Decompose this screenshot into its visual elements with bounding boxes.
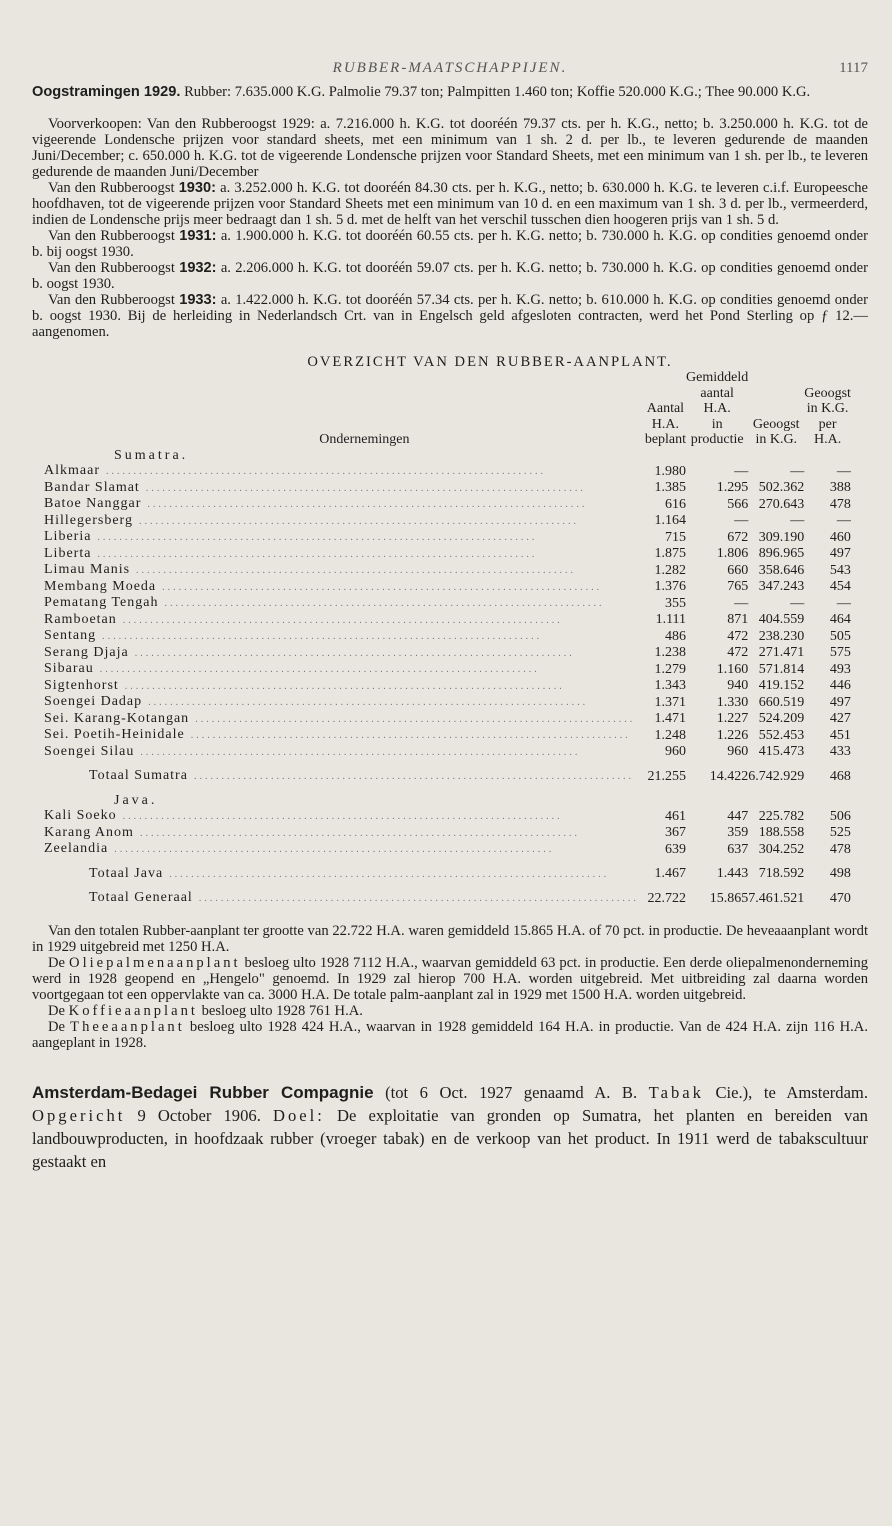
row-label (44, 768, 645, 785)
cell-c2: — (734, 513, 749, 528)
presales-1930 (32, 180, 868, 228)
cell-c2: 871 (727, 612, 749, 627)
leader-dots: ................................................................................ (169, 868, 610, 880)
cell-c3: 896.965 (758, 546, 805, 561)
region-row-java (44, 793, 851, 809)
header-c1-line: Aantal (646, 401, 685, 416)
presales-year: 1933: (179, 292, 217, 308)
cell-name (44, 463, 645, 480)
presales-1933 (32, 292, 868, 340)
table-row (44, 595, 851, 612)
row-label (44, 513, 645, 530)
cell-c4: 575 (829, 645, 851, 660)
enterprise-name: Kali Soeko (44, 808, 117, 823)
cell-c1: 1.238 (654, 645, 687, 660)
cell-c4: 478 (829, 496, 851, 512)
cell-c1: 616 (665, 496, 687, 512)
cell-c4: 446 (829, 678, 851, 693)
cell-c2: 566 (727, 496, 749, 512)
note-text: besloeg ulto 1928 761 H.A. (197, 1002, 363, 1019)
presales-prefix: Van den Rubberoogst (48, 292, 180, 308)
region-label: Sumatra. (114, 447, 189, 463)
cell-c4: 498 (829, 866, 851, 881)
spacer-row (44, 882, 851, 890)
cell-c2: 637 (727, 841, 749, 857)
cell-c4: 493 (829, 661, 851, 677)
enterprise-name: Membang Moeda (44, 578, 157, 594)
enterprise-name: Zeelandia (44, 841, 109, 856)
table-row (44, 562, 851, 579)
header-c4-line: Geoogst (804, 385, 851, 401)
cell-c2: 1.227 (716, 711, 749, 726)
cell-c2: 472 (727, 645, 749, 660)
leader-dots: ................................................................................ (97, 532, 538, 543)
cell-name (44, 694, 645, 711)
cell-c1: 1.980 (654, 463, 687, 479)
enterprise-name: Soengei Dadap (44, 694, 143, 709)
table-row (44, 808, 851, 825)
cell-c2: 1.443 (716, 866, 749, 881)
cell-c1: 1.385 (654, 480, 687, 495)
cell-name (44, 768, 645, 785)
cell-c2: 1.295 (716, 480, 749, 495)
enterprise-name: Sibarau (44, 661, 94, 676)
cell-c4: 427 (829, 711, 851, 726)
cell-c4: 506 (829, 808, 851, 824)
row-label (44, 529, 645, 546)
enterprise-name: Liberta (44, 545, 92, 561)
harvest-estimate (32, 84, 868, 100)
cell-c2: 15.865 (709, 890, 749, 906)
row-label (44, 645, 645, 662)
presales-prefix: Van den Rubberoogst (48, 228, 180, 244)
note-keyword: Oliepalmenaanplant (69, 954, 241, 971)
company-spaced-word: Tabak (648, 1082, 704, 1102)
cell-c1: 1.111 (655, 612, 687, 627)
cell-c1: 486 (665, 628, 687, 644)
presales-1929: Voorverkoopen: Van den Rubberoogst 1929: a. 7.216.000 h. K.G. tot dooréén 79.37 cts. per h. K.G., netto; b. 3.250.000 h. K.G. tot de vigeerende Londensche prijzen voor standard sheets, met een minimum van 1 sh. 2 d. per lb., te leveren gedurende de maanden Juni/December; c. 650.000 h. K.G. tot de vigeerende Londensche prijzen voor Standard Sheets, met een minimum van 1 sh. per lb., te leveren gedurende de maanden Juni/December (32, 116, 868, 180)
cell-c3: 419.152 (758, 678, 805, 693)
row-label (44, 661, 645, 678)
cell-c3: 660.519 (758, 694, 805, 710)
company-purpose-label: Doel: (272, 1105, 325, 1125)
enterprise-name: Batoe Nanggar (44, 496, 142, 511)
header-c3 (748, 370, 804, 448)
leader-dots: ................................................................................ (162, 581, 603, 593)
company-name: Amsterdam-Bedagei Rubber Compagnie (32, 1082, 374, 1102)
table-body (44, 448, 851, 907)
header-c3-line: Geoogst (752, 416, 800, 432)
cell-c1: 21.255 (647, 768, 687, 784)
header-c2-line: aantal H.A. (700, 385, 734, 416)
cell-c4: — (836, 513, 851, 528)
cell-c4: 464 (829, 612, 851, 627)
spacer-cell (44, 858, 851, 866)
leader-dots: ................................................................................ (102, 631, 543, 642)
cell-c1: 1.371 (654, 694, 687, 710)
coffee-note (32, 1003, 868, 1019)
leader-dots: ................................................................................ (122, 811, 563, 822)
row-label (44, 866, 645, 883)
header-name: Ondernemingen (319, 432, 410, 447)
presales-1931 (32, 228, 868, 260)
harvest-label: Oogstramingen 1929. (32, 84, 181, 100)
note-text: besloeg ulto 1928 7112 H.A., waarvan gemiddeld 63 pct. in productie. Een derde oliepalmenonderneming werd in 1928 geopend en „Hengelo" genoemd. In 1929 zal hierop 700 H.A. worden uitgebreid. Met uitbreiding zal daarna worden voortgegaan tot een oppervlakte van ca. 3000 H.A. De totale palm-aanplant zal in 1929 met 1500 H.A. worden uitgebreid. (32, 954, 868, 1003)
header-c4-line: in K.G. (806, 401, 849, 416)
presales-prefix: Van den Rubberoogst (48, 180, 179, 196)
enterprise-name: Serang Djaja (44, 644, 129, 660)
leader-dots: ................................................................................ (136, 565, 577, 576)
cell-name (44, 678, 645, 695)
cell-c3: — (790, 463, 805, 479)
cell-name (44, 595, 645, 612)
footnotes-section (32, 923, 868, 1051)
leader-dots: ................................................................................ (190, 730, 631, 741)
cell-c3: 502.362 (758, 480, 805, 495)
cell-c3: 238.230 (758, 628, 805, 644)
enterprise-name: Pematang Tengah (44, 595, 159, 610)
cell-c3: 225.782 (758, 808, 805, 824)
oilpalm-note (32, 955, 868, 1003)
cell-name (44, 808, 645, 825)
company-paragraph (32, 1081, 868, 1173)
row-label (44, 480, 645, 497)
cell-c3: 309.190 (758, 529, 805, 545)
table-row (44, 825, 851, 842)
table-title: OVERZICHT VAN DEN RUBBER-AANPLANT. (307, 354, 673, 370)
cell-c4: 468 (829, 768, 851, 784)
header-c1-line: beplant (644, 432, 687, 447)
enterprise-name: Sei. Poetih-Heinidale (44, 727, 185, 742)
note-prefix: De (48, 1002, 69, 1019)
cell-c4: 543 (829, 562, 851, 578)
cell-c4: 525 (829, 825, 851, 840)
region-label: Java. (114, 792, 158, 808)
enterprise-name: Totaal Java (89, 865, 164, 881)
row-label (44, 595, 645, 612)
cell-c4: — (836, 595, 851, 611)
cell-c4: — (836, 463, 851, 479)
cell-c2: 14.422 (709, 768, 749, 784)
leader-dots: ................................................................................ (145, 482, 586, 494)
cell-c3: — (790, 595, 805, 611)
cell-c3: 718.592 (758, 866, 805, 881)
cell-c3: 571.814 (758, 661, 805, 677)
table-row (44, 463, 851, 480)
cell-name (44, 890, 645, 907)
cell-c3: 552.453 (758, 727, 805, 743)
rubber-summary-note: Van den totalen Rubber-aanplant ter grootte van 22.722 H.A. waren gemiddeld 15.865 H.A. of 70 pct. in productie. De heveaaanplant wordt in 1929 uitgebreid met 1250 H.A. (32, 922, 868, 955)
table-row (44, 513, 851, 530)
cell-c4: 433 (829, 744, 851, 759)
presales-text: a. 3.252.000 h. K.G. tot dooréén 84.30 cts. per h. K.G., netto; b. 630.000 h. K.G. te leveren c.i.f. Europeesche hoofdhaven, tot de vigeerende prijzen voor Standard Sheets met een minimum van 10 d. en een maximum van 1 sh. 3 d. per lb., vermeerderd, indien de Londensche prijs meer bedraagt dan 1 sh. 5 d. met de helft van het verschil tusschen dien hoogeren prijs van 1 sh. 5 d. (32, 180, 868, 228)
row-label (44, 678, 645, 695)
cell-c2: 359 (727, 825, 749, 840)
cell-c3: 415.473 (758, 744, 805, 759)
leader-dots: ................................................................................ (193, 771, 634, 782)
table-row (44, 579, 851, 596)
row-label (44, 546, 645, 563)
row-label (44, 612, 645, 629)
spacer-row (44, 760, 851, 768)
presales-section (32, 116, 868, 340)
enterprise-name: Karang Anom (44, 824, 134, 840)
cell-c1: 355 (665, 595, 687, 611)
cell-name (44, 744, 645, 761)
table-row (44, 546, 851, 563)
company-founded-label: Opgericht (32, 1105, 126, 1125)
cell-name (44, 825, 645, 842)
cell-c2: 960 (727, 744, 749, 759)
leader-dots: ................................................................................ (140, 746, 581, 758)
cell-c2: 1.330 (716, 694, 749, 710)
presales-text: a. 1.900.000 h. K.G. tot dooréén 60.55 cts. per h. K.G. netto; b. 730.000 h. K.G. op condities genoemd onder b. bij oogst 1930. (32, 228, 868, 260)
presales-year: 1930: (178, 180, 217, 196)
leader-dots: ................................................................................ (122, 614, 563, 626)
enterprise-name: Totaal Generaal (89, 890, 193, 905)
spacer-cell (44, 760, 851, 768)
cell-name (44, 612, 645, 629)
table-row (44, 744, 851, 761)
table-header-row (44, 370, 851, 448)
leader-dots: ................................................................................ (124, 680, 565, 692)
cell-c1: 715 (665, 529, 687, 545)
enterprise-name: Sei. Karang-Kotangan (44, 710, 190, 726)
company-entry (32, 1081, 868, 1173)
company-text: (tot 6 Oct. 1927 genaamd A. B. (373, 1082, 649, 1102)
row-label (44, 562, 645, 579)
cell-c4: 497 (829, 546, 851, 561)
cell-c1: 1.471 (654, 711, 687, 726)
header-c4 (804, 370, 851, 448)
cell-name (44, 645, 645, 662)
cell-name (44, 841, 645, 858)
region-row-sumatra (44, 448, 851, 464)
cell-c1: 960 (665, 744, 687, 759)
table-row (44, 678, 851, 695)
rubber-table-section (32, 354, 868, 907)
cell-c1: 461 (665, 808, 687, 824)
harvest-text: Rubber: 7.635.000 K.G. Palmolie 79.37 ton; Palmpitten 1.460 ton; Koffie 520.000 K.G.; Thee 90.000 K.G. (180, 84, 811, 100)
cell-c3: 404.559 (758, 612, 805, 627)
leader-dots: ................................................................................ (139, 827, 580, 839)
cell-c3: 270.643 (758, 496, 805, 512)
cell-name (44, 496, 645, 513)
row-label (44, 744, 645, 761)
row-label (44, 694, 645, 711)
table-row (44, 480, 851, 497)
header-c2-line: in productie (690, 416, 744, 447)
leader-dots: ................................................................................ (99, 664, 540, 675)
leader-dots: ................................................................................ (195, 713, 636, 725)
table-row (44, 628, 851, 645)
row-label (44, 496, 645, 513)
enterprise-name: Hillegersberg (44, 512, 133, 528)
cell-c1: 367 (665, 825, 687, 840)
cell-c2: 940 (727, 678, 749, 693)
cell-c1: 1.343 (654, 678, 687, 693)
cell-c2: 447 (727, 808, 749, 824)
cell-c4: 460 (829, 529, 851, 545)
cell-c2: 672 (727, 529, 749, 545)
cell-c3: 304.252 (758, 841, 805, 857)
spacer-cell (44, 882, 851, 890)
cell-c2: 472 (727, 628, 749, 644)
running-head (32, 52, 868, 82)
cell-c2: 1.226 (716, 727, 749, 743)
total-row (44, 768, 851, 785)
cell-c1: 1.164 (654, 513, 687, 528)
table-row (44, 645, 851, 662)
enterprise-name: Ramboetan (44, 611, 117, 627)
cell-c2: 660 (727, 562, 749, 578)
row-label (44, 727, 645, 744)
presales-year: 1932: (179, 260, 217, 276)
enterprise-name: Limau Manis (44, 562, 131, 577)
enterprise-name: Liberia (44, 529, 92, 544)
leader-dots: ................................................................................ (138, 515, 579, 527)
cell-c3: 7.461.521 (748, 890, 805, 906)
cell-name (44, 546, 645, 563)
cell-c2: 1.160 (716, 661, 749, 677)
cell-c1: 1.282 (654, 562, 687, 578)
cell-name (44, 480, 645, 497)
leader-dots: ................................................................................ (134, 647, 575, 659)
page-number: 1117 (839, 60, 868, 76)
row-label (44, 711, 645, 728)
table-row (44, 496, 851, 513)
leader-dots: ................................................................................ (114, 844, 555, 855)
cell-c3: 358.646 (758, 562, 805, 578)
cell-c1: 639 (665, 841, 687, 857)
company-text: 9 October 1906. (125, 1105, 273, 1125)
row-label (44, 825, 645, 842)
running-title: RUBBER-MAATSCHAPPIJEN. (332, 60, 568, 76)
cell-c4: 454 (829, 579, 851, 594)
cell-c4: 388 (829, 480, 851, 495)
presales-text: a. 2.206.000 h. K.G. tot dooréén 59.07 cts. per h. K.G. netto; b. 730.000 h. K.G. op condities genoemd onder b. oogst 1930. (32, 260, 868, 292)
note-keyword: Theeaanplant (70, 1018, 185, 1035)
total-row (44, 866, 851, 883)
cell-c4: 478 (829, 841, 851, 857)
header-c3-line: in K.G. (755, 432, 798, 447)
leader-dots: ................................................................................ (97, 548, 538, 560)
cell-c1: 1.467 (654, 866, 687, 881)
leader-dots: ................................................................................ (148, 697, 589, 708)
enterprise-name: Sigtenhorst (44, 677, 119, 693)
note-keyword: Koffieaanplant (68, 1002, 198, 1019)
note-text: besloeg ulto 1928 424 H.A., waarvan in 1928 gemiddeld 164 H.A. in productie. Van de 424 H.A. zijn 116 H.A. aangeplant in 1928. (32, 1018, 868, 1051)
cell-name (44, 562, 645, 579)
note-prefix: De (48, 1018, 71, 1035)
cell-c3: 347.243 (758, 579, 805, 594)
enterprise-name: Alkmaar (44, 463, 100, 478)
table-row (44, 612, 851, 629)
cell-c1: 1.376 (654, 579, 687, 594)
enterprise-name: Totaal Sumatra (89, 768, 188, 783)
header-c4-line: per H.A. (813, 416, 842, 447)
leader-dots: ................................................................................ (198, 893, 639, 904)
rubber-planting-table (44, 370, 851, 907)
cell-c2: 1.806 (716, 546, 749, 561)
note-prefix: De (48, 954, 70, 971)
tea-note (32, 1019, 868, 1051)
table-row (44, 694, 851, 711)
cell-c2: — (734, 463, 749, 479)
presales-1932 (32, 260, 868, 292)
cell-c4: 505 (829, 628, 851, 644)
header-c1 (645, 370, 686, 448)
table-row (44, 841, 851, 858)
enterprise-name: Soengei Silau (44, 743, 135, 759)
company-text: Cie.), te Amsterdam. (703, 1082, 868, 1102)
cell-c4: 470 (829, 890, 851, 906)
spacer-row (44, 785, 851, 793)
leader-dots: ................................................................................ (105, 466, 546, 477)
cell-c3: 188.558 (758, 825, 805, 840)
cell-c3: 271.471 (758, 645, 805, 660)
row-label (44, 890, 645, 907)
total-row (44, 890, 851, 907)
cell-c1: 1.875 (654, 546, 687, 561)
table-row (44, 727, 851, 744)
cell-name (44, 513, 645, 530)
cell-name (44, 579, 645, 596)
cell-c1: 1.248 (654, 727, 687, 743)
cell-c3: — (790, 513, 805, 528)
row-label (44, 808, 645, 825)
cell-c3: 6.742.929 (748, 768, 805, 784)
table-row (44, 661, 851, 678)
cell-name (44, 529, 645, 546)
cell-c4: 497 (829, 694, 851, 710)
header-c2 (686, 370, 748, 448)
cell-name (44, 727, 645, 744)
cell-c2: 765 (727, 579, 749, 594)
cell-c1: 1.279 (654, 661, 687, 677)
cell-c1: 22.722 (647, 890, 687, 906)
presales-year: 1931: (179, 228, 217, 244)
leader-dots: ................................................................................ (164, 598, 605, 609)
table-row (44, 711, 851, 728)
cell-c3: 524.209 (758, 711, 805, 726)
row-label (44, 463, 645, 480)
header-c1-line: H.A. (651, 416, 680, 432)
cell-name (44, 711, 645, 728)
spacer-cell (44, 785, 851, 793)
row-label (44, 841, 645, 858)
cell-name (44, 866, 645, 883)
cell-name (44, 628, 645, 645)
presales-prefix: Van den Rubberoogst (48, 260, 180, 276)
row-label (44, 579, 645, 596)
table-row (44, 529, 851, 546)
header-c2-line: Gemiddeld (686, 370, 749, 385)
enterprise-name: Bandar Slamat (44, 479, 140, 495)
enterprise-name: Sentang (44, 628, 97, 643)
leader-dots: ................................................................................ (147, 499, 588, 510)
spacer-row (44, 858, 851, 866)
company-text: De exploitatie van gronden op Sumatra, het planten en bereiden van landbouwproducten, in hoofdzaak rubber (vroeger tabak) en de verkoop van het product. In 1911 werd de tabakscultuur gestaakt en (32, 1105, 868, 1171)
row-label (44, 628, 645, 645)
cell-c2: — (734, 595, 749, 611)
presales-text: a. 1.422.000 h. K.G. tot dooréén 57.34 cts. per h. K.G. netto; b. 610.000 h. K.G. op condities genoemd onder b. oogst 1930. Bij de herleiding in Nederlandsch Crt. van in Engelsch geld afgesloten contracten, werd het Pond Sterling op ƒ 12.— aangenomen. (32, 292, 868, 340)
cell-name (44, 661, 645, 678)
cell-c4: 451 (829, 727, 851, 743)
